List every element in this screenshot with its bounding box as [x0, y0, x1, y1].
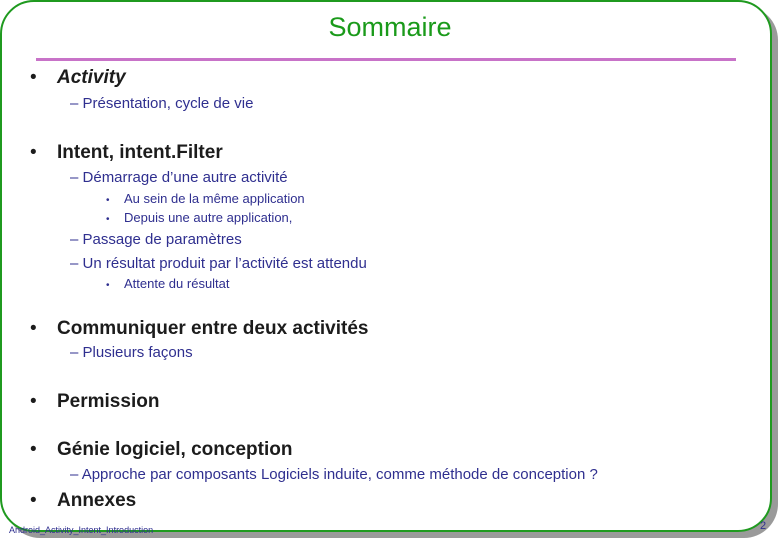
subsub-intent-3a-label: Attente du résultat [124, 276, 230, 291]
bullet-annexes-label: Annexes [57, 490, 137, 511]
bullet-marker: • [106, 214, 110, 225]
bullet-activity [30, 67, 126, 89]
sub-intent-1-label: Démarrage d’une autre activité [82, 169, 288, 186]
subsub-intent-1a [106, 191, 305, 206]
bullet-annexes [30, 490, 136, 512]
subsub-intent-1b-label: Depuis une autre application, [124, 210, 293, 225]
bullet-marker: • [30, 439, 37, 460]
subsub-intent-3a [106, 276, 230, 291]
dash-marker: – [70, 466, 79, 483]
subsub-intent-1a-label: Au sein de la même application [124, 191, 305, 206]
sub-genie [70, 466, 598, 483]
sub-intent-2-label: Passage de paramètres [82, 231, 242, 248]
dash-marker: – [70, 231, 79, 248]
bullet-communiquer-label: Communiquer entre deux activités [57, 318, 369, 339]
bullet-marker: • [30, 67, 37, 88]
bullet-genie [30, 439, 292, 461]
bullet-marker: • [30, 318, 37, 339]
sub-activity-label: Présentation, cycle de vie [82, 95, 254, 112]
title-divider [36, 58, 736, 61]
bullet-marker: • [106, 280, 110, 291]
bullet-permission [30, 391, 159, 413]
sub-intent-2 [70, 231, 242, 248]
bullet-marker: • [30, 490, 37, 511]
subsub-intent-1b [106, 210, 292, 225]
sub-genie-label: Approche par composants Logiciels induite, comme méthode de conception ? [81, 466, 598, 483]
bullet-activity-label: Activity [57, 67, 126, 88]
sub-intent-3 [70, 255, 367, 272]
slide-footer: Android_Activity_Intent_Introduction [9, 525, 154, 535]
slide-title: Sommaire [328, 12, 452, 42]
bullet-communiquer [30, 318, 368, 340]
bullet-marker: • [30, 142, 37, 163]
dash-marker: – [70, 169, 79, 186]
sub-intent-3-label: Un résultat produit par l’activité est attendu [82, 255, 367, 272]
sub-communiquer [70, 344, 193, 361]
bullet-permission-label: Permission [57, 391, 160, 412]
bullet-intent [30, 142, 223, 164]
dash-marker: – [70, 255, 79, 272]
sub-communiquer-label: Plusieurs façons [82, 344, 193, 361]
bullet-intent-label: Intent, intent.Filter [57, 142, 223, 163]
bullet-marker: • [30, 391, 37, 412]
sub-intent-1 [70, 169, 288, 186]
sub-activity [70, 95, 253, 112]
dash-marker: – [70, 95, 79, 112]
dash-marker: – [70, 344, 79, 361]
page-number: 2 [760, 520, 767, 532]
bullet-marker: • [106, 195, 110, 206]
bullet-genie-label: Génie logiciel, conception [57, 439, 293, 460]
